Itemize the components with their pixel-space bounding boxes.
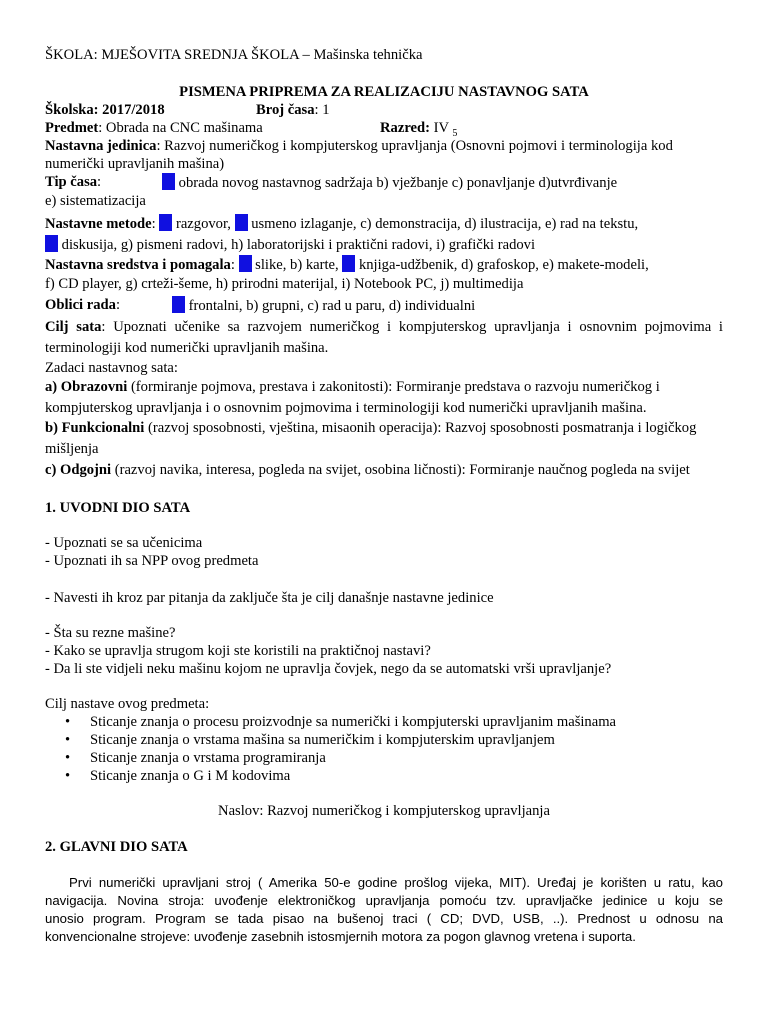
bullet-text: Sticanje znanja o G i M kodovima	[90, 768, 291, 784]
goal-line-1	[45, 318, 723, 336]
grade-subscript: 5	[452, 127, 458, 139]
lesson-number-line	[256, 101, 330, 119]
functional-label: b) Funkcionalni	[45, 420, 145, 436]
unit-value-1: : Razvoj numeričkog i kompjuterskog upravljanja (Osnovni pojmovi i terminologija kod	[156, 138, 673, 154]
bullet-text: Sticanje znanja o vrstama mašina sa numeričkim i kompjuterskim upravljanjem	[90, 732, 555, 748]
bullet-text: Sticanje znanja o procesu proizvodnje sa numerički i kompjuterski upravljanim mašinama	[90, 714, 617, 730]
educational-task-1	[45, 378, 660, 396]
forms-value: frontalni, b) grupni, c) rad u paru, d) individualni	[185, 298, 476, 314]
methods-line-1	[45, 214, 638, 233]
bullet-icon: •	[65, 732, 71, 748]
methods-label: Nastavne metode	[45, 216, 152, 232]
school-year: Školska: 2017/2018	[45, 102, 165, 118]
bullet-icon: •	[65, 750, 71, 766]
selection-marker	[162, 173, 175, 190]
lesson-type-options	[162, 173, 617, 192]
aids-line-1	[45, 255, 649, 274]
selection-marker	[342, 255, 355, 272]
upbringing-label: c) Odgojni	[45, 462, 112, 478]
subject-line	[45, 119, 263, 137]
list-item: - Upoznati se sa učenicima	[45, 535, 203, 551]
aids-colon: :	[230, 257, 239, 273]
forms-options	[172, 296, 475, 315]
lesson-type-label: Tip časa	[45, 174, 98, 190]
paragraph-line: unosio program. Program se tada pisao na bušenoj traci ( CD; DVD, USB, ..). Prednost u odnosu na	[45, 911, 723, 926]
upbringing-task	[45, 461, 690, 479]
bullet-item	[65, 767, 290, 785]
functional-text-1: (razvoj sposobnosti, vještina, misaonih operacija): Razvoj sposobnosti posmatranja i logičkog	[144, 420, 697, 436]
bullet-icon: •	[65, 714, 71, 730]
unit-label: Nastavna jedinica	[45, 138, 157, 154]
methods-b: usmeno izlaganje, c) demonstracija, d) ilustracija, e) rad na tekstu,	[247, 216, 639, 232]
goal-text-2: terminologiji kod numerički upravljanih mašina.	[45, 340, 329, 356]
school-header: ŠKOLA: MJEŠOVITA SREDNJA ŠKOLA – Mašinska tehnička	[45, 47, 423, 63]
functional-text-2: mišljenja	[45, 441, 99, 457]
aids-b: knjiga-udžbenik, d) grafoskop, e) makete-modeli,	[355, 257, 649, 273]
paragraph-line	[45, 874, 723, 892]
tasks-heading: Zadaci nastavnog sata:	[45, 360, 178, 376]
list-item: - Navesti ih kroz par pitanja da zaključe šta je cilj današnje nastavne jedinice	[45, 590, 494, 606]
list-item: - Šta su rezne mašine?	[45, 625, 176, 641]
methods-line2: diskusija, g) pismeni radovi, h) laboratorijski i praktični radovi, i) grafički radovi	[58, 237, 536, 253]
list-item: - Kako se upravlja strugom koji ste koristili na praktičnoj nastavi?	[45, 643, 431, 659]
lesson-type-colon: :	[97, 174, 102, 190]
selection-marker	[239, 255, 252, 272]
lesson-type-line	[45, 173, 101, 191]
selection-marker	[45, 235, 58, 252]
methods-a: razgovor,	[172, 216, 235, 232]
bullet-item	[65, 749, 326, 767]
functional-task-1	[45, 419, 696, 437]
section-2-heading: 2. GLAVNI DIO SATA	[45, 839, 188, 855]
lesson-number-label: Broj časa	[256, 102, 315, 118]
bullet-text: Sticanje znanja o vrstama programiranja	[90, 750, 326, 766]
course-goal-heading: Cilj nastave ovog predmeta:	[45, 696, 210, 712]
lesson-type-value-1: obrada novog nastavnog sadržaja b) vježbanje c) ponavljanje d)utvrđivanje	[175, 175, 618, 191]
school-year-line	[45, 101, 165, 119]
forms-colon: :	[115, 297, 121, 313]
goal-label: Cilj sata	[45, 319, 102, 335]
selection-marker	[235, 214, 248, 231]
paragraph-line: navigacija. Novina stroja: uvođenje elektroničkog upravljanja pomoću tzv. upravljačke jedinice u koju se	[45, 893, 723, 908]
bullet-item	[65, 713, 616, 731]
lesson-number-value: : 1	[314, 102, 330, 118]
selection-marker	[159, 214, 172, 231]
bullet-icon: •	[65, 768, 71, 784]
paragraph-line: konvencionalne strojeve: uvođenje zasebnih istosmjernih motora za pogon glavnog vretena i suporta.	[45, 929, 636, 944]
forms-label: Oblici rada	[45, 297, 116, 313]
subject-label: Predmet	[45, 120, 99, 136]
lesson-title: Naslov: Razvoj numeričkog i kompjuterskog upravljanja	[218, 803, 550, 819]
document-title: PISMENA PRIPREMA ZA REALIZACIJU NASTAVNOG SATA	[179, 84, 589, 100]
aids-a: slike, b) karte,	[251, 257, 343, 273]
grade-value: IV	[429, 120, 453, 136]
educational-label: a) Obrazovni	[45, 379, 128, 395]
forms-line	[45, 296, 120, 314]
aids-line-2: f) CD player, g) crteži-šeme, h) prirodni materijal, i) Notebook PC, j) multimedija	[45, 276, 524, 292]
goal-text-1: : Upoznati učenike sa razvojem numeričkog i kompjuterskog upravljanja i osnovnim pojmovima i	[101, 319, 723, 335]
upbringing-text: (razvoj navika, interesa, pogleda na svijet, osobina ličnosti): Formiranje naučnog pogleda na svijet	[111, 462, 690, 478]
list-item: - Da li ste vidjeli neku mašinu kojom ne upravlja čovjek, nego da se automatski vrši upravljanje?	[45, 661, 612, 677]
bullet-item	[65, 731, 555, 749]
grade-label: Razred:	[380, 120, 430, 136]
lesson-type-value-2: e) sistematizacija	[45, 193, 146, 209]
subject-value: : Obrada na CNC mašinama	[98, 120, 263, 136]
methods-colon: :	[151, 216, 160, 232]
paragraph-text: Prvi numerički upravljani stroj ( Amerika 50-e godine prošlog vijeka, MIT). Uređaj je korišten u ratu, kao	[69, 875, 723, 890]
unit-value-2: numerički upravljanih mašina)	[45, 156, 225, 172]
selection-marker	[172, 296, 185, 313]
unit-line-1	[45, 137, 673, 155]
methods-line-2	[45, 235, 535, 254]
list-item: - Upoznati ih sa NPP ovog predmeta	[45, 553, 259, 569]
educational-text-2: kompjuterskog upravljanja i o osnovnim pojmovima i terminologiji kod numerički upravljanih mašina.	[45, 400, 647, 416]
educational-text-1: (formiranje pojmova, prestava i zakonitosti): Formiranje predstava o razvoju numeričkog i	[127, 379, 660, 395]
section-1-heading: 1. UVODNI DIO SATA	[45, 500, 191, 516]
aids-label: Nastavna sredstva i pomagala	[45, 257, 231, 273]
